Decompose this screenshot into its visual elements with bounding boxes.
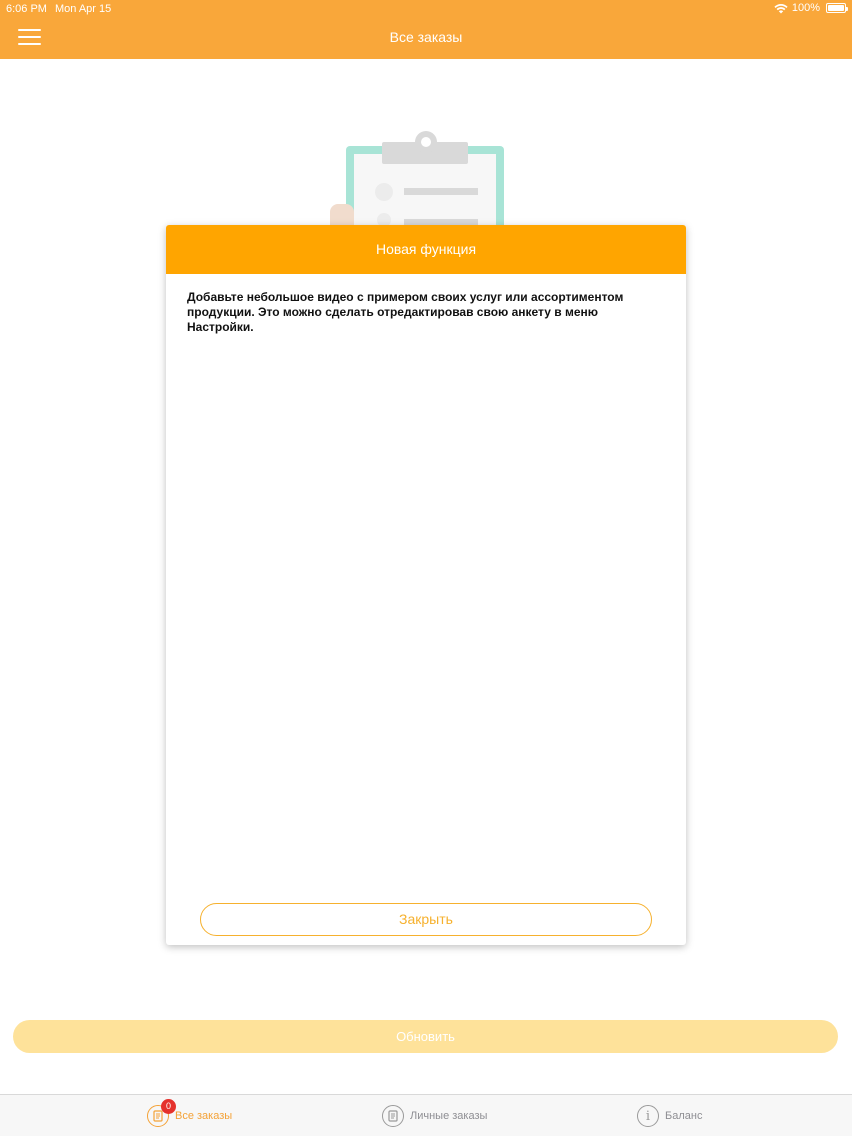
status-time: 6:06 PM [6, 3, 47, 15]
tab-personal-orders[interactable] [382, 1095, 487, 1136]
tab-label: Баланс [665, 1110, 703, 1122]
status-bar [0, 0, 852, 18]
top-bar [0, 0, 852, 59]
battery-icon [826, 3, 846, 13]
info-icon: i [637, 1105, 659, 1127]
personal-orders-icon [382, 1105, 404, 1127]
wifi-icon [774, 3, 788, 14]
orders-icon [147, 1101, 171, 1127]
tab-all-orders[interactable] [147, 1095, 232, 1136]
page-title: Все заказы [389, 29, 463, 45]
orders-badge: 0 [161, 1099, 176, 1114]
dialog-title: Новая функция [166, 225, 686, 274]
battery-percent: 100% [791, 2, 820, 14]
tab-label: Все заказы [175, 1110, 233, 1122]
tab-balance[interactable] [637, 1095, 702, 1136]
tab-bar [0, 1094, 852, 1136]
status-date: Mon Apr 15 [55, 3, 112, 15]
new-feature-dialog [166, 225, 686, 945]
dialog-message: Добавьте небольшое видео с примером своих услуг или ассортиментом продукции. Это можно сделать отредактировав свою анкету в меню Настройки. [187, 290, 624, 334]
status-right [774, 2, 846, 14]
tab-label: Личные заказы [410, 1110, 488, 1122]
refresh-button[interactable]: Обновить [13, 1020, 838, 1053]
close-button[interactable]: Закрыть [200, 903, 652, 936]
clipboard-illustration [326, 128, 511, 238]
